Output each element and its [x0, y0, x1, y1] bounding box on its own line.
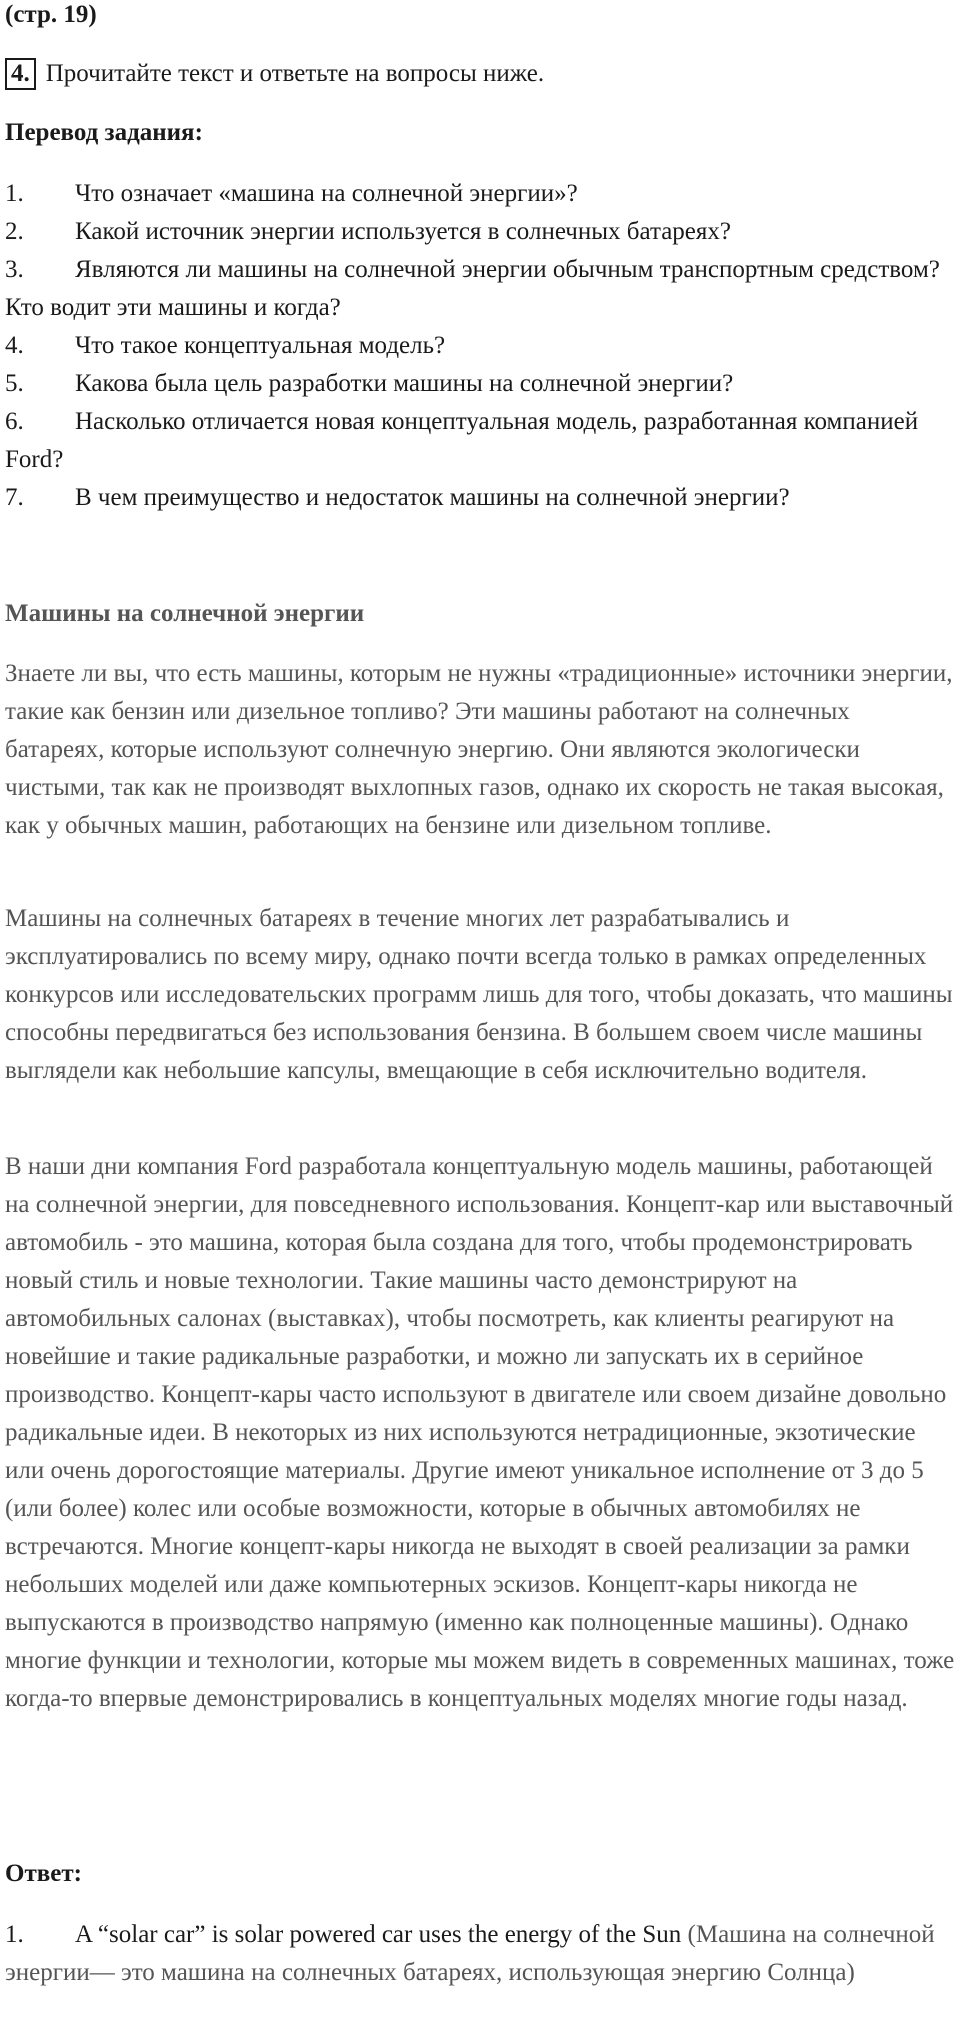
question-item	[5, 213, 945, 251]
answer-number: 1.	[5, 1921, 24, 1948]
translation-heading: Перевод задания:	[5, 119, 203, 146]
question-text: Что означает «машина на солнечной энергии»?	[75, 180, 578, 207]
task-instruction-line	[5, 57, 544, 91]
question-text: Какой источник энергии используется в солнечных батареях?	[75, 218, 731, 245]
question-text: В чем преимущество и недостаток машины на солнечной энергии?	[75, 484, 790, 511]
answer-heading: Ответ:	[5, 1860, 82, 1887]
question-item	[5, 479, 945, 517]
question-text: Какова была цель разработки машины на солнечной энергии?	[75, 370, 734, 397]
question-number: 5.	[5, 370, 24, 397]
article-title: Машины на солнечной энергии	[5, 600, 365, 627]
question-number: 3.	[5, 256, 24, 283]
question-number: 6.	[5, 408, 24, 435]
question-text: Что такое концептуальная модель?	[75, 332, 446, 359]
question-item	[5, 175, 945, 213]
question-number: 2.	[5, 218, 24, 245]
question-text: Насколько отличается новая концептуальная модель, разработанная компанией Ford?	[5, 408, 919, 473]
task-instruction: Прочитайте текст и ответьте на вопросы ниже.	[45, 60, 545, 87]
answer-item	[5, 1916, 955, 1992]
question-number: 1.	[5, 180, 24, 207]
article-paragraph-1: Знаете ли вы, что есть машины, которым не нужны «традиционные» источники энергии, такие как бензин или дизельное топливо? Эти машины работают на солнечных батареях, которые используют солнечную энергию. Они являются экологически чистыми, так как не производят выхлопных газов, однако их скорость не такая высокая, как у обычных машин, работающих на бензине или дизельном топливе.	[5, 660, 953, 839]
page-reference: (стр. 19)	[5, 1, 97, 28]
question-text: Являются ли машины на солнечной энергии обычным транспортным средством? Кто водит эти машины и когда?	[5, 256, 940, 321]
question-item	[5, 365, 945, 403]
article-paragraph-2: Машины на солнечных батареях в течение многих лет разрабатывались и эксплуатировались по всему миру, однако почти всегда только в рамках определенных конкурсов или исследовательских программ лишь для того, чтобы доказать, что машины способны передвигаться без использования бензина. В большем своем числе машины выглядели как небольшие капсулы, вмещающие в себя исключительно водителя.	[5, 905, 953, 1084]
answer-english: A “solar car” is solar powered car uses the energy of the Sun	[75, 1921, 682, 1948]
answer-russian: (Машина на солнечной энергии— это машина на солнечных батареях, использующая энергию Солнца)	[5, 1921, 935, 1986]
question-list	[5, 175, 945, 517]
question-number: 4.	[5, 332, 24, 359]
question-item	[5, 327, 945, 365]
question-item	[5, 251, 945, 327]
question-item	[5, 403, 945, 479]
task-number-box: 4.	[5, 58, 36, 90]
article-paragraph-3: В наши дни компания Ford разработала концептуальную модель машины, работающей на солнечной энергии, для повседневного использования. Концепт-кар или выставочный автомобиль - это машина, которая была создана для того, чтобы продемонстрировать новый стиль и новые технологии. Такие машины часто демонстрируют на автомобильных салонах (выставках), чтобы посмотреть, как клиенты реагируют на новейшие и такие радикальные разработки, и можно ли запускать их в серийное производство. Концепт-кары часто используют в двигателе или своем дизайне довольно радикальные идеи. В некоторых из них используются нетрадиционные, экзотические или очень дорогостоящие материалы. Другие имеют уникальное исполнение от 3 до 5 (или более) колес или особые возможности, которые в обычных автомобилях не встречаются. Многие концепт-кары никогда не выходят в своей реализации за рамки небольших моделей или даже компьютерных эскизов. Концепт-кары никогда не выпускаются в производство напрямую (именно как полноценные машины). Однако многие функции и технологии, которые мы можем видеть в современных машинах, тоже когда-то впервые демонстрировались в концептуальных моделях многие годы назад.	[5, 1153, 955, 1712]
question-number: 7.	[5, 484, 24, 511]
